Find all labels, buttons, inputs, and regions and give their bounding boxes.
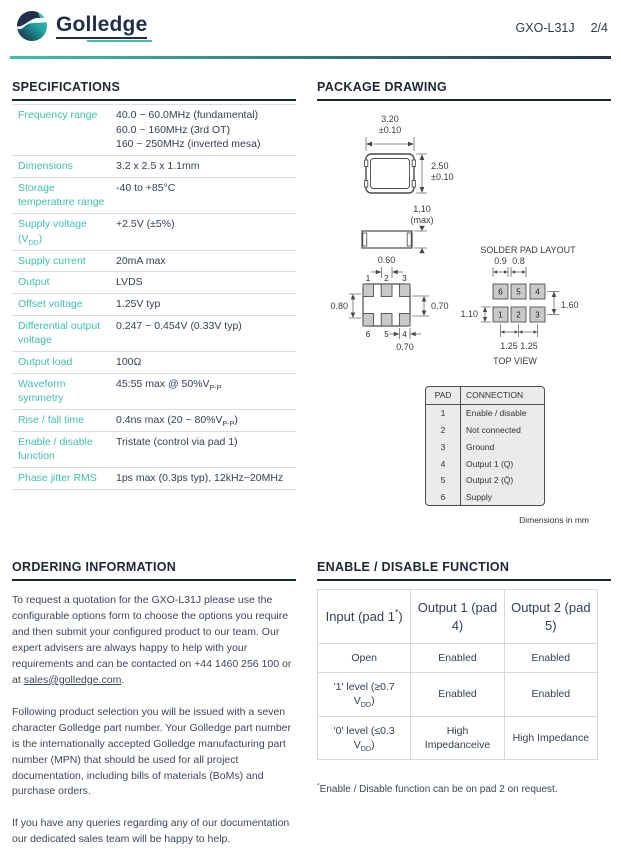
ed-table-cell: High Impedanceive bbox=[411, 716, 504, 759]
ed-table-cell: Open bbox=[318, 644, 411, 673]
ed-table-cell: Enabled bbox=[504, 673, 597, 716]
specifications-section bbox=[12, 80, 296, 490]
spec-value: 0.4ns max (20 ~ $80\%V_{P-P}$) bbox=[110, 410, 296, 432]
dim-width-label: 3.20 bbox=[381, 114, 399, 124]
solder-pad-number: 1 bbox=[498, 310, 503, 320]
spec-value: 20mA max bbox=[110, 250, 296, 272]
spec-value: 0.247 ~ 0.454V (0.33V typ) bbox=[110, 315, 296, 351]
spec-label: Offset voltage bbox=[12, 293, 110, 315]
dim-left-label: 0.80 bbox=[330, 301, 348, 311]
spec-value: 3.2 x 2.5 x 1.1mm bbox=[110, 156, 296, 178]
pad-table-pad: 2 bbox=[426, 422, 461, 439]
spec-value: 1.25V typ bbox=[110, 293, 296, 315]
dim-width-tol-label: ±0.10 bbox=[378, 125, 402, 135]
package-drawing-title: PACKAGE DRAWING bbox=[317, 80, 611, 101]
golledge-logo-icon bbox=[16, 10, 48, 42]
package-drawing-svg bbox=[315, 101, 611, 373]
ed-table-row bbox=[318, 673, 598, 716]
spec-label: Differential output voltage bbox=[12, 315, 110, 351]
pad-table-row bbox=[426, 455, 544, 472]
enable-disable-footnote: *Enable / Disable function can be on pad 2 on request. bbox=[317, 782, 558, 795]
ordering-information-title: ORDERING INFORMATION bbox=[12, 560, 296, 581]
dim-right-label: 0.70 bbox=[431, 301, 449, 311]
sales-email-link[interactable]: sales@golledge.com bbox=[23, 673, 122, 686]
solder-pad-number: 2 bbox=[516, 310, 521, 320]
spec-row bbox=[12, 272, 296, 294]
spec-label: Output bbox=[12, 272, 110, 294]
package-bottom-view bbox=[363, 284, 410, 326]
spec-label: Output load bbox=[12, 351, 110, 373]
pad-table-connection: Not connected bbox=[466, 424, 521, 435]
ed-table-cell: Enabled bbox=[504, 644, 597, 673]
package-drawing-section bbox=[317, 80, 611, 537]
dim-height-tol-label: ±0.10 bbox=[431, 172, 454, 182]
spec-row bbox=[12, 214, 296, 250]
pad-table-pad: 4 bbox=[426, 455, 461, 472]
spec-label: Supply voltage $(V_{DD})$ bbox=[12, 214, 110, 250]
pad-table-header: PAD bbox=[426, 387, 461, 404]
dim-height-label: 2.50 bbox=[431, 161, 449, 171]
pad-table-connection: Ground bbox=[466, 441, 495, 452]
ordering-paragraph-2: Following product selection you will be issued with a seven character Golledge part number. Your Golledge part number is the internationally accepted Golledge manufacturing part number (MPN) that should be used for all project documentation, including bills of materials (BoMs) and purchase orders. bbox=[12, 705, 292, 798]
page-number: 2/4 bbox=[590, 21, 608, 35]
pad-number-label: 6 bbox=[365, 330, 371, 339]
solder-pad-number: 4 bbox=[535, 287, 540, 297]
spec-row bbox=[12, 177, 296, 213]
spec-row bbox=[12, 373, 296, 409]
pad-table-row bbox=[426, 489, 544, 506]
spec-label: Rise / fall time bbox=[12, 410, 110, 432]
dim-thickness-label: 1.10 bbox=[413, 204, 431, 214]
spec-row bbox=[12, 250, 296, 272]
ed-table-row bbox=[318, 716, 598, 759]
ed-table-header: Output 1 (pad 4) bbox=[411, 590, 504, 644]
solder-pad-number: 6 bbox=[498, 287, 503, 297]
dim-pad-bottom-label: 0.70 bbox=[396, 342, 414, 352]
spec-value: LVDS bbox=[110, 272, 296, 294]
solder-pad-number: 3 bbox=[535, 310, 540, 320]
pad-table-pad: 1 bbox=[426, 404, 461, 421]
dim-solder-left-label: 1.10 bbox=[460, 309, 478, 319]
dim-pad2-width-label: 0.8 bbox=[512, 256, 525, 266]
spec-row bbox=[12, 293, 296, 315]
brand-logo bbox=[16, 10, 147, 42]
pad-number-label: 4 bbox=[402, 330, 407, 339]
ordering-paragraph-1-text: To request a quotation for the GXO-L31J please use the configurable options form to choose the options you require and then submit your configured product to our team. Our expert advisers are always happy to help with your requirements and can be contacted on +44 1460 256 100 or at bbox=[12, 594, 292, 686]
pad-number-label: 2 bbox=[384, 274, 389, 283]
spec-label: Waveform symmetry bbox=[12, 373, 110, 409]
pad-table-pad: 5 bbox=[426, 472, 461, 489]
header-divider bbox=[10, 56, 611, 59]
spec-row bbox=[12, 351, 296, 373]
spec-value: +2.5V (±5%) bbox=[110, 214, 296, 250]
package-side-view bbox=[362, 231, 412, 248]
pad-table-pad: 6 bbox=[426, 489, 461, 506]
spec-row bbox=[12, 468, 296, 490]
pad-table-row bbox=[426, 422, 544, 439]
ordering-paragraph-1-end: . bbox=[121, 673, 125, 686]
spec-row bbox=[12, 105, 296, 156]
pad-table-row bbox=[426, 472, 544, 489]
spec-value: -40 to +85°C bbox=[110, 177, 296, 213]
spec-row bbox=[12, 410, 296, 432]
ed-table-header: Input (pad 1*) bbox=[318, 590, 411, 644]
spec-label: Frequency range bbox=[12, 105, 110, 156]
solder-top-view-caption: TOP VIEW bbox=[493, 356, 537, 366]
spec-row bbox=[12, 315, 296, 351]
spec-row bbox=[12, 156, 296, 178]
package-top-view bbox=[365, 154, 416, 193]
dim-pad1-width-label: 0.9 bbox=[494, 256, 507, 266]
spec-value: 45:55 max @ $50\%V_{P-P}$ bbox=[110, 373, 296, 409]
dim-solder-right-label: 1.60 bbox=[561, 300, 579, 310]
specifications-title: SPECIFICATIONS bbox=[12, 80, 296, 101]
enable-disable-table bbox=[317, 589, 598, 760]
ed-table-cell: Enabled bbox=[411, 644, 504, 673]
spec-label: Enable / disable function bbox=[12, 431, 110, 467]
spec-value: 40.0 ~ 60.0MHz (fundamental) 60.0 ~ 160MHz (3rd OT) 160 ~ 250MHz (inverted mesa) bbox=[110, 105, 296, 156]
pad-number-label: 3 bbox=[402, 274, 407, 283]
ed-table-row bbox=[318, 644, 598, 673]
spec-row bbox=[12, 431, 296, 467]
pad-number-label: 5 bbox=[384, 330, 389, 339]
pad-table-connection: Enable / disable bbox=[466, 408, 527, 419]
ordering-information-section bbox=[12, 560, 296, 848]
ed-table-cell: '0' level (≤0.3 $V_{DD}$) bbox=[318, 716, 411, 759]
ed-table-cell: '1' level (≥0.7 $V_{DD}$) bbox=[318, 673, 411, 716]
spec-label: Storage temperature range bbox=[12, 177, 110, 213]
spec-value: Tristate (control via pad 1) bbox=[110, 431, 296, 467]
units-note: Dimensions in mm bbox=[519, 515, 589, 525]
doc-reference bbox=[516, 21, 608, 35]
solder-pad-number: 5 bbox=[516, 287, 521, 297]
specifications-table bbox=[12, 104, 296, 490]
pad-table-row bbox=[426, 404, 544, 421]
pad-table-connection: Supply bbox=[466, 492, 492, 503]
dim-solder-pitch-label: 1.25 1.25 bbox=[500, 341, 538, 351]
brand-name: Golledge bbox=[56, 13, 147, 39]
pad-table-header: CONNECTION bbox=[461, 387, 545, 404]
dim-pad-top-label: 0.60 bbox=[377, 255, 396, 265]
ed-table-cell: High Impedance bbox=[504, 716, 597, 759]
spec-label: Phase jitter RMS bbox=[12, 468, 110, 490]
ordering-paragraph-1 bbox=[12, 593, 296, 689]
spec-value: 1ps max (0.3ps typ), 12kHz~20MHz bbox=[110, 468, 296, 490]
ed-table-header: Output 2 (pad 5) bbox=[504, 590, 597, 644]
pad-table-row bbox=[426, 438, 544, 455]
pad-table-connection: Output 2 (Q̄) bbox=[466, 475, 514, 486]
enable-disable-section bbox=[317, 560, 611, 795]
package-drawing-canvas bbox=[317, 101, 611, 537]
dim-thickness-note-label: (max) bbox=[410, 215, 434, 225]
doc-id: GXO-L31J bbox=[515, 21, 575, 35]
pad-table-connection: Output 1 (Q) bbox=[466, 458, 514, 469]
ordering-paragraph-3: If you have any queries regarding any of our documentation our dedicated sales team will be happy to help. bbox=[12, 817, 290, 846]
pad-number-label: 1 bbox=[365, 274, 371, 283]
spec-label: Dimensions bbox=[12, 156, 110, 178]
pad-connection-table bbox=[425, 386, 545, 506]
spec-label: Supply current bbox=[12, 250, 110, 272]
enable-disable-title: ENABLE / DISABLE FUNCTION bbox=[317, 560, 611, 581]
spec-value: 100Ω bbox=[110, 351, 296, 373]
ed-table-cell: Enabled bbox=[411, 673, 504, 716]
pad-table-pad: 3 bbox=[426, 438, 461, 455]
solder-pad-layout-title: SOLDER PAD LAYOUT bbox=[480, 245, 576, 255]
